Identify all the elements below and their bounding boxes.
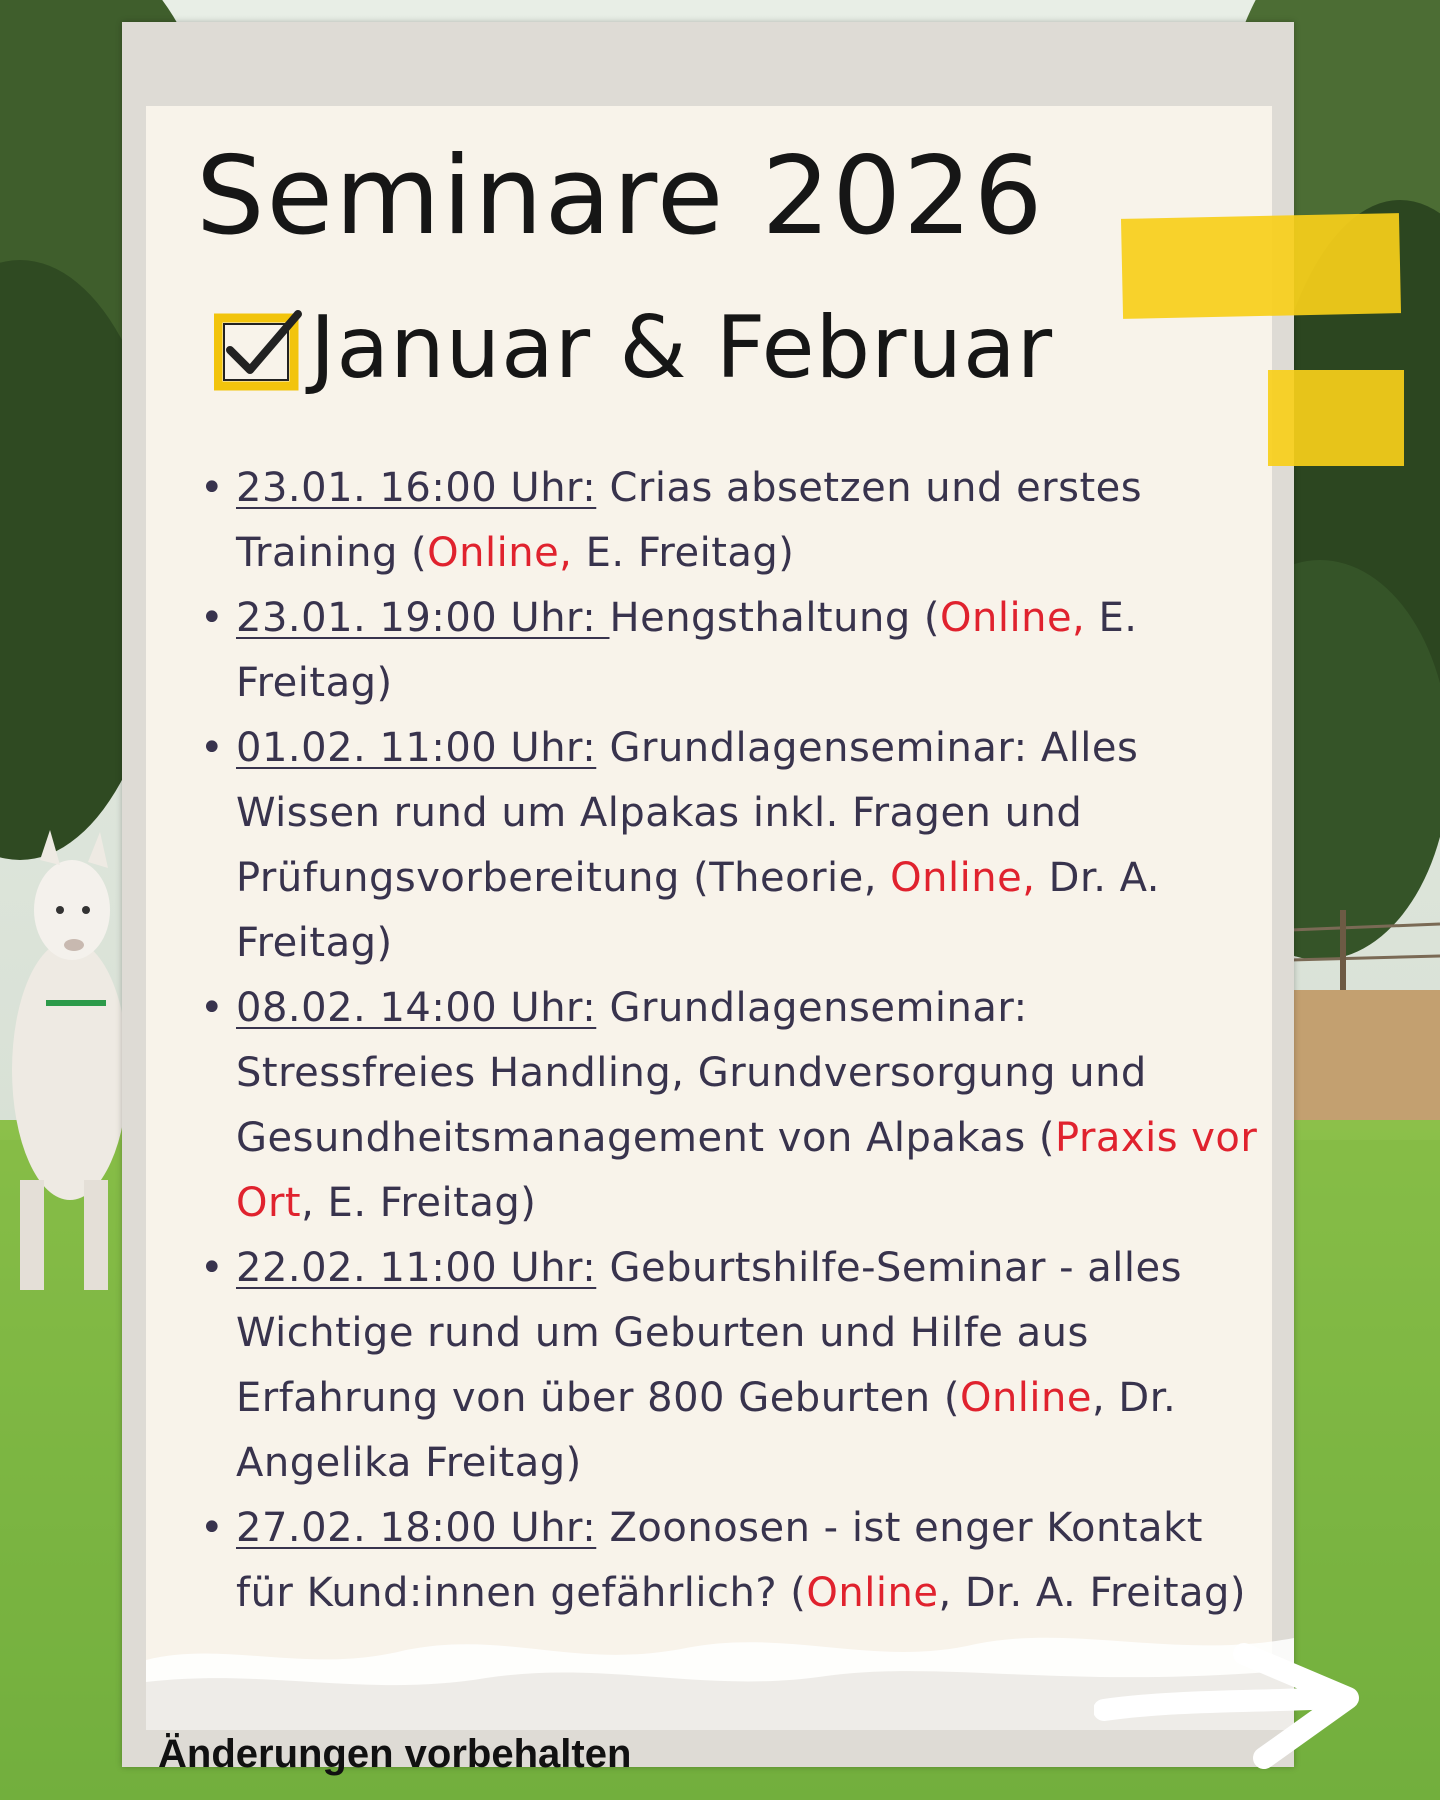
event-date: 22.02. 11:00 Uhr: — [236, 1245, 597, 1291]
event-format: Online — [959, 1375, 1092, 1421]
list-item — [198, 976, 1262, 1236]
subtitle-row — [214, 298, 1053, 398]
bullet: • — [200, 595, 225, 641]
list-item — [198, 586, 1262, 716]
event-date: 01.02. 11:00 Uhr: — [236, 725, 597, 771]
list-item — [198, 716, 1262, 976]
event-date: 23.01. 16:00 Uhr: — [236, 465, 597, 511]
footer-note: Änderungen vorbehalten — [158, 1732, 632, 1776]
event-format: Online — [806, 1570, 939, 1616]
bullet: • — [200, 985, 225, 1031]
yellow-tape-bottom — [1268, 370, 1404, 466]
bullet: • — [200, 1245, 225, 1291]
bullet: • — [200, 465, 225, 511]
subtitle: Januar & Februar — [310, 298, 1054, 398]
event-description: Crias absetzen und erstes Training ( — [236, 465, 1143, 576]
event-speaker: E. Freitag) — [236, 595, 1138, 706]
event-date: 27.02. 18:00 Uhr: — [236, 1505, 597, 1551]
event-format: Online, — [427, 530, 573, 576]
arrow-right-icon[interactable] — [1094, 1640, 1374, 1770]
event-speaker: , Dr. A. Freitag) — [938, 1570, 1247, 1616]
event-format: Online, — [940, 595, 1086, 641]
event-description: Grundlagenseminar: Alles Wissen rund um Alpakas inkl. Fragen und Prüfungsvorbereitung (Theorie, — [236, 725, 1139, 901]
page-title: Seminare 2026 — [196, 134, 1045, 259]
event-description: Zoonosen - ist enger Kontakt für Kund:innen gefährlich? ( — [236, 1505, 1203, 1616]
event-description: Grundlagenseminar: Stressfreies Handling, Grundversorgung und Gesundheitsmanagement von Alpakas ( — [236, 985, 1147, 1161]
event-format: Online, — [890, 855, 1036, 901]
alpaca-illustration — [0, 820, 128, 1300]
event-speaker: Dr. A. Freitag) — [236, 855, 1161, 966]
event-speaker: , E. Freitag) — [301, 1180, 537, 1226]
event-list — [198, 456, 1262, 1626]
event-description: Geburtshilfe-Seminar - alles Wichtige rund um Geburten und Hilfe aus Erfahrung von über 800 Geburten ( — [236, 1245, 1182, 1421]
event-date: 08.02. 14:00 Uhr: — [236, 985, 597, 1031]
checkbox-checked-icon — [214, 304, 306, 392]
list-item — [198, 456, 1262, 586]
event-description: Hengsthaltung ( — [609, 595, 941, 641]
yellow-tape-top — [1121, 213, 1401, 319]
event-format: Praxis vor Ort — [236, 1115, 1258, 1226]
list-item — [198, 1236, 1262, 1496]
event-speaker: , Dr. Angelika Freitag) — [236, 1375, 1177, 1486]
bullet: • — [200, 1505, 225, 1551]
list-item — [198, 1496, 1262, 1626]
bullet: • — [200, 725, 225, 771]
event-speaker: E. Freitag) — [572, 530, 795, 576]
event-date: 23.01. 19:00 Uhr: — [236, 595, 610, 641]
